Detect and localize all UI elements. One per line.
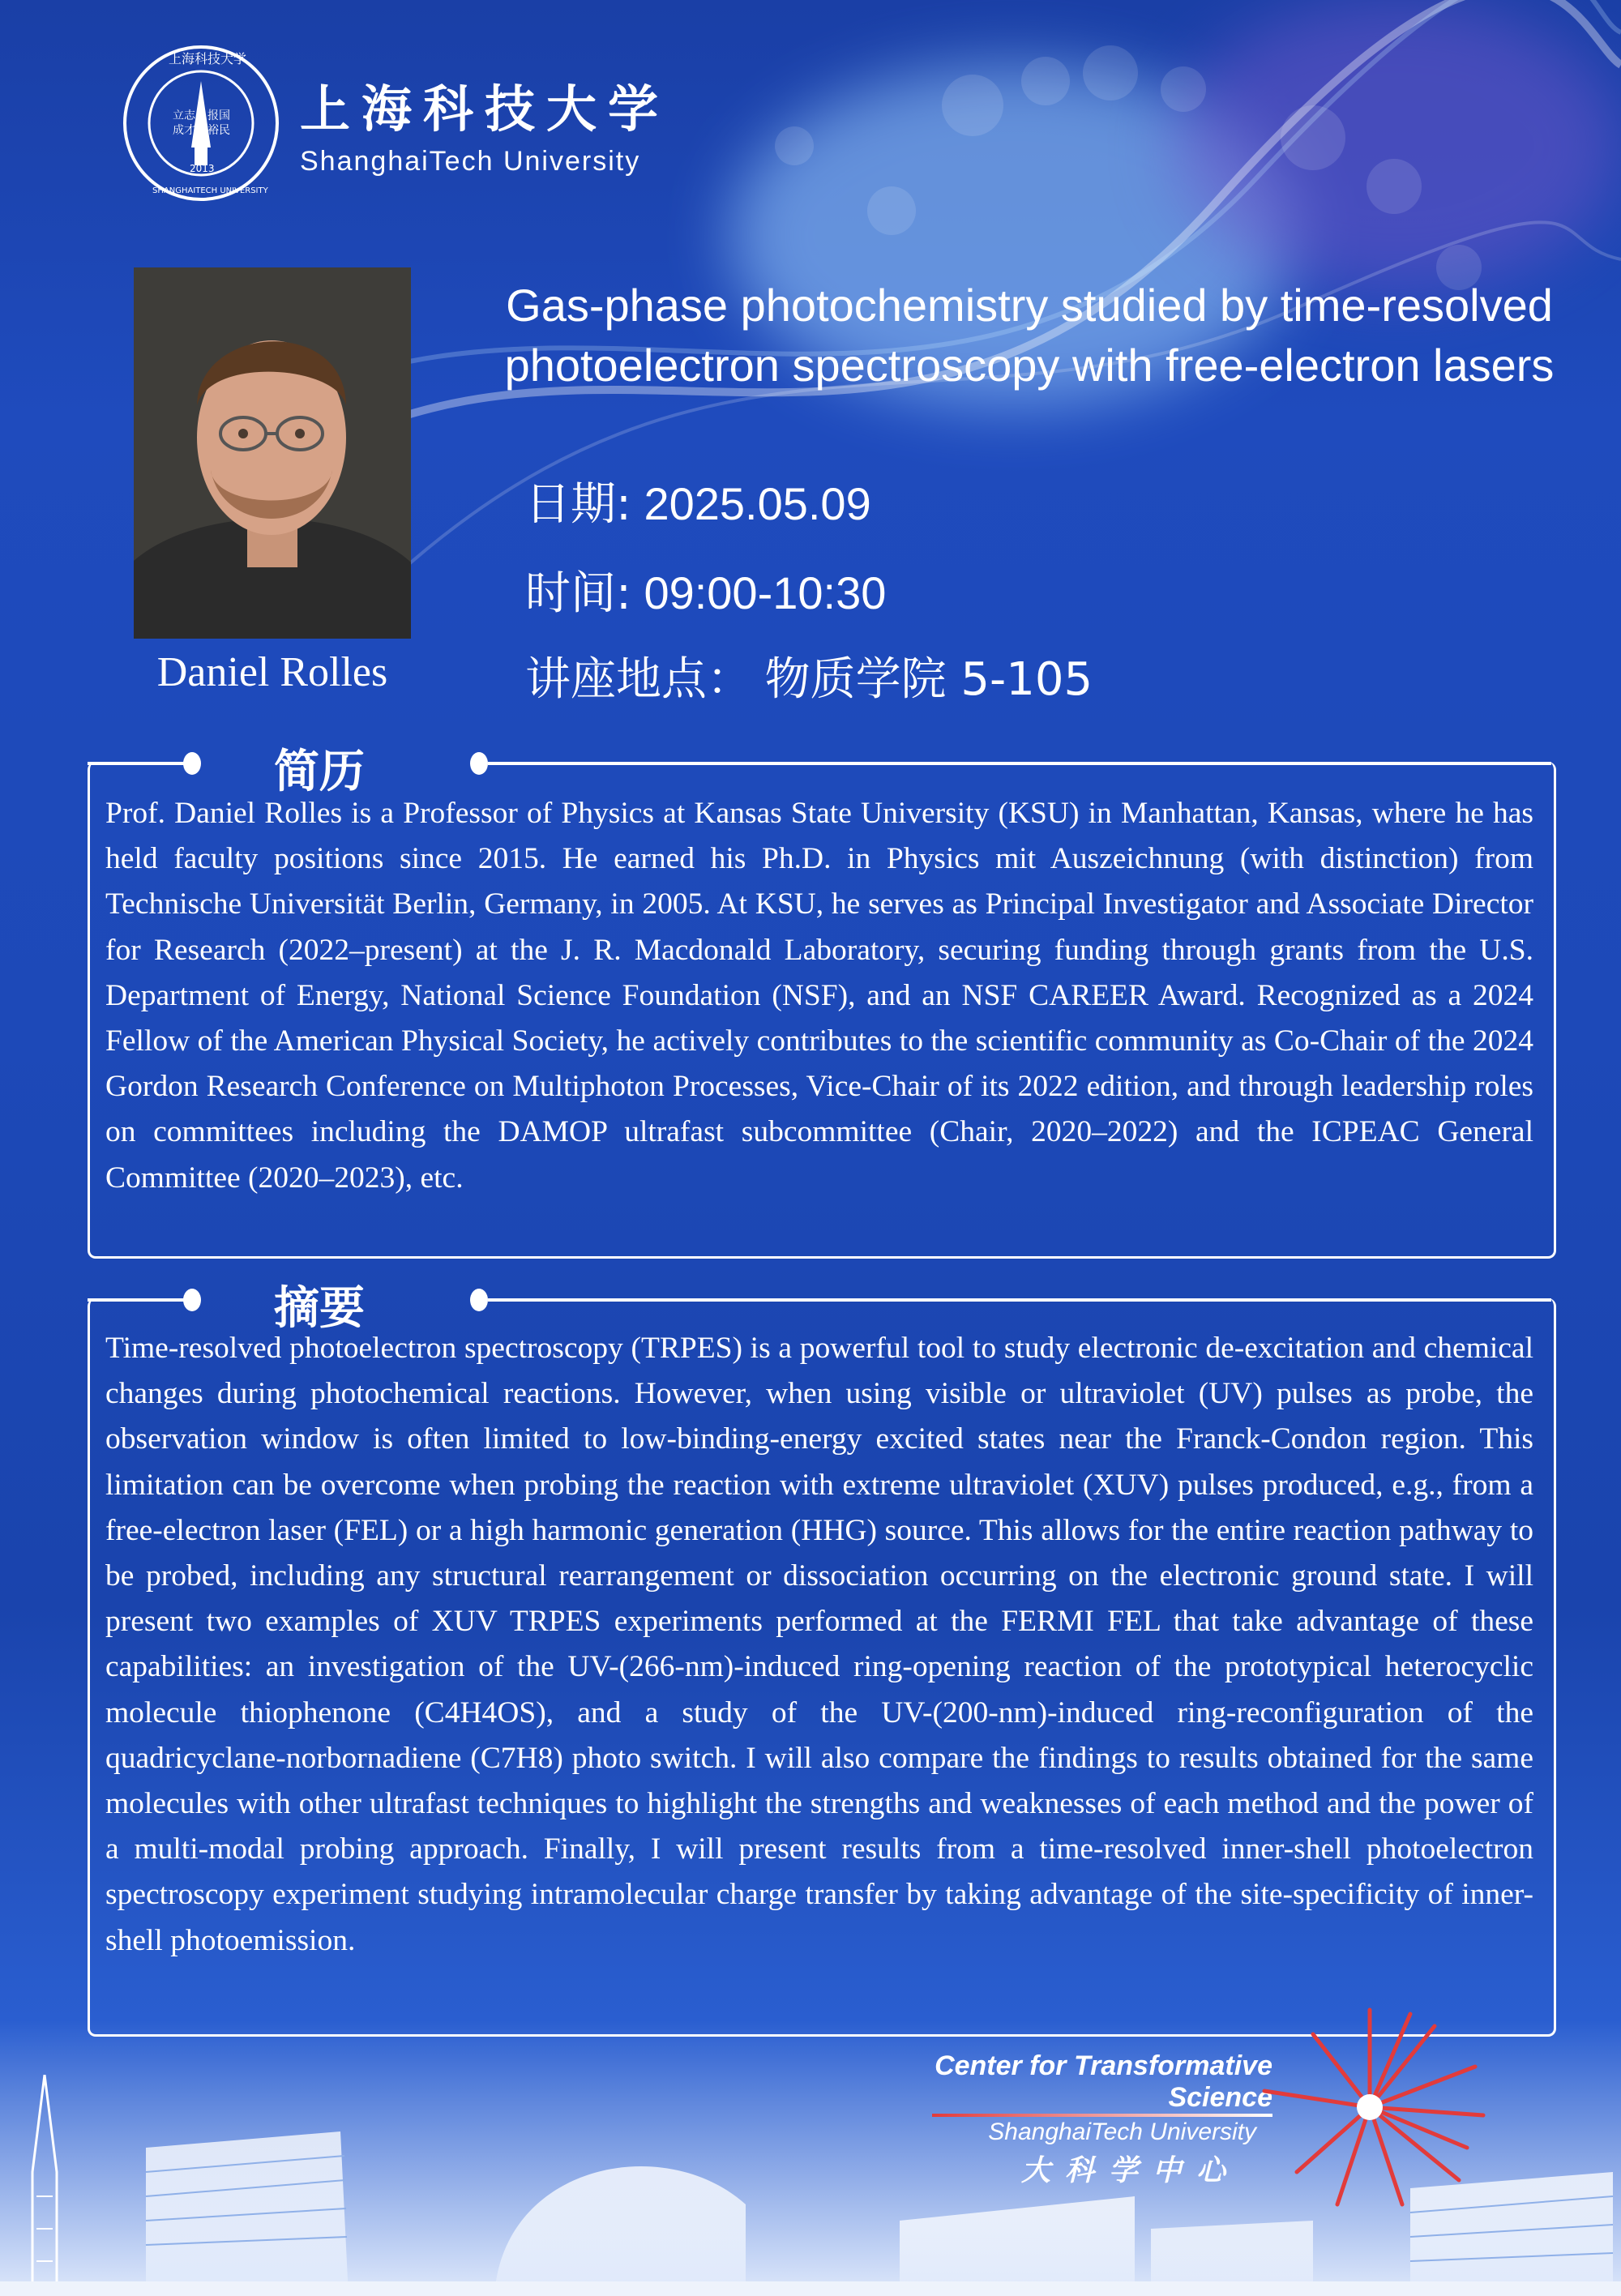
center-logo bbox=[916, 2050, 1272, 2189]
svg-text:上海科技大学: 上海科技大学 bbox=[169, 51, 247, 66]
university-seal-logo bbox=[120, 42, 282, 204]
venue-label: 讲座地点： bbox=[525, 653, 752, 706]
svg-text:2013: 2013 bbox=[190, 163, 215, 174]
abstract-heading-bar bbox=[88, 1276, 1551, 1335]
university-name-cn: 上海科技大学 bbox=[300, 79, 670, 139]
speaker-photo bbox=[134, 267, 411, 639]
center-name-en: Center for Transformative Science bbox=[935, 2050, 1272, 2113]
svg-text:SHANGHAITECH UNIVERSITY: SHANGHAITECH UNIVERSITY bbox=[152, 186, 268, 195]
talk-time bbox=[525, 558, 886, 622]
bio-text: Prof. Daniel Rolles is a Professor of Physics at Kansas State University (KSU) in Manhattan, Kansas, where he has held faculty positions since 2015. He earned his Ph.D. in Physics mit Auszeichnung (with distinction) from Technische Universität Berlin, Germany, in 2005. At KSU, he serves as Principal Investigator and Associate Director for Research (2022–present) at the J. R. Macdonald Laboratory, securing funding through grants from the U.S. Department of Energy, National Science Foundation (NSF), and an NSF CAREER Award. Recognized as a 2024 Fellow of the American Physical Society, he actively contributes to the scientific community as Co-Chair of the 2024 Gordon Research Conference on Multiphoton Processes, Vice-Chair of its 2022 edition, and through leadership roles on committees including the DAMOP ultrafast subcommittee (Chair, 2020–2022) and the ICPEAC General Committee (2020–2023), etc. bbox=[105, 797, 1533, 1195]
university-header bbox=[120, 42, 669, 204]
talk-date bbox=[525, 468, 871, 533]
venue-value: 物质学院 5-105 bbox=[764, 653, 1093, 706]
abstract-text: Time-resolved photoelectron spectroscopy (TRPES) is a powerful tool to study electronic de-excitation and chemical changes during photochemical reactions. However, when using visible or ultraviolet (UV) pulses as probe, the observation window is often limited to low-binding-energy excited states near the Franck-Condon region. This limitation can be overcome when probing the reaction with extreme ultraviolet (XUV) pulses produced, e.g., from a free-electron laser (FEL) or a high harmonic generation (HHG) source. This allows for the entire reaction pathway to be probed, including any structural rearrangement or dissociation occurring on the electronic ground state. I will present two examples of XUV TRPES experiments performed at the FERMI FEL that take advantage of these capabilities: an investigation of the UV-(266-nm)-induced ring-opening reaction of the prototypical heterocyclic molecule thiophenone (C4H4OS), and a study of the UV-(200-nm)-induced ring-reconfiguration of the quadricyclane-norbornadiene (C7H8) photo switch. I will also compare the findings to results obtained for the same molecules with other ultrafast techniques to highlight the strengths and weaknesses of each method and the power of a multi-modal probing approach. Finally, I will present results from a time-resolved inner-shell photoelectron spectroscopy experiment studying intramolecular charge transfer by taking advantage of the site-specificity of inner-shell photoemission. bbox=[105, 1332, 1533, 1957]
center-name-cn: 大科学中心 bbox=[1021, 2154, 1241, 2187]
svg-text:裕民: 裕民 bbox=[207, 124, 230, 137]
starburst-logo-icon bbox=[1248, 2002, 1491, 2213]
date-label: 日期: bbox=[525, 478, 631, 531]
time-label: 时间: bbox=[525, 567, 631, 620]
center-university-en: ShanghaiTech University bbox=[988, 2119, 1256, 2145]
svg-text:立志: 立志 bbox=[173, 109, 195, 122]
talk-venue bbox=[525, 643, 1093, 708]
university-name-en: ShanghaiTech University bbox=[300, 146, 641, 177]
center-logo-rule bbox=[932, 2114, 1272, 2117]
bio-heading-bar bbox=[88, 739, 1551, 798]
svg-text:成才: 成才 bbox=[173, 124, 195, 137]
svg-text:报国: 报国 bbox=[207, 109, 230, 122]
abstract-heading: 摘要 bbox=[274, 1282, 365, 1335]
time-value: 09:00-10:30 bbox=[644, 567, 887, 618]
bio-heading: 简历 bbox=[274, 746, 365, 798]
talk-title: Gas-phase photochemistry studied by time-resolved photoelectron spectroscopy with free-electron lasers bbox=[504, 280, 1555, 391]
speaker-name: Daniel Rolles bbox=[156, 649, 388, 695]
date-value: 2025.05.09 bbox=[644, 478, 871, 529]
